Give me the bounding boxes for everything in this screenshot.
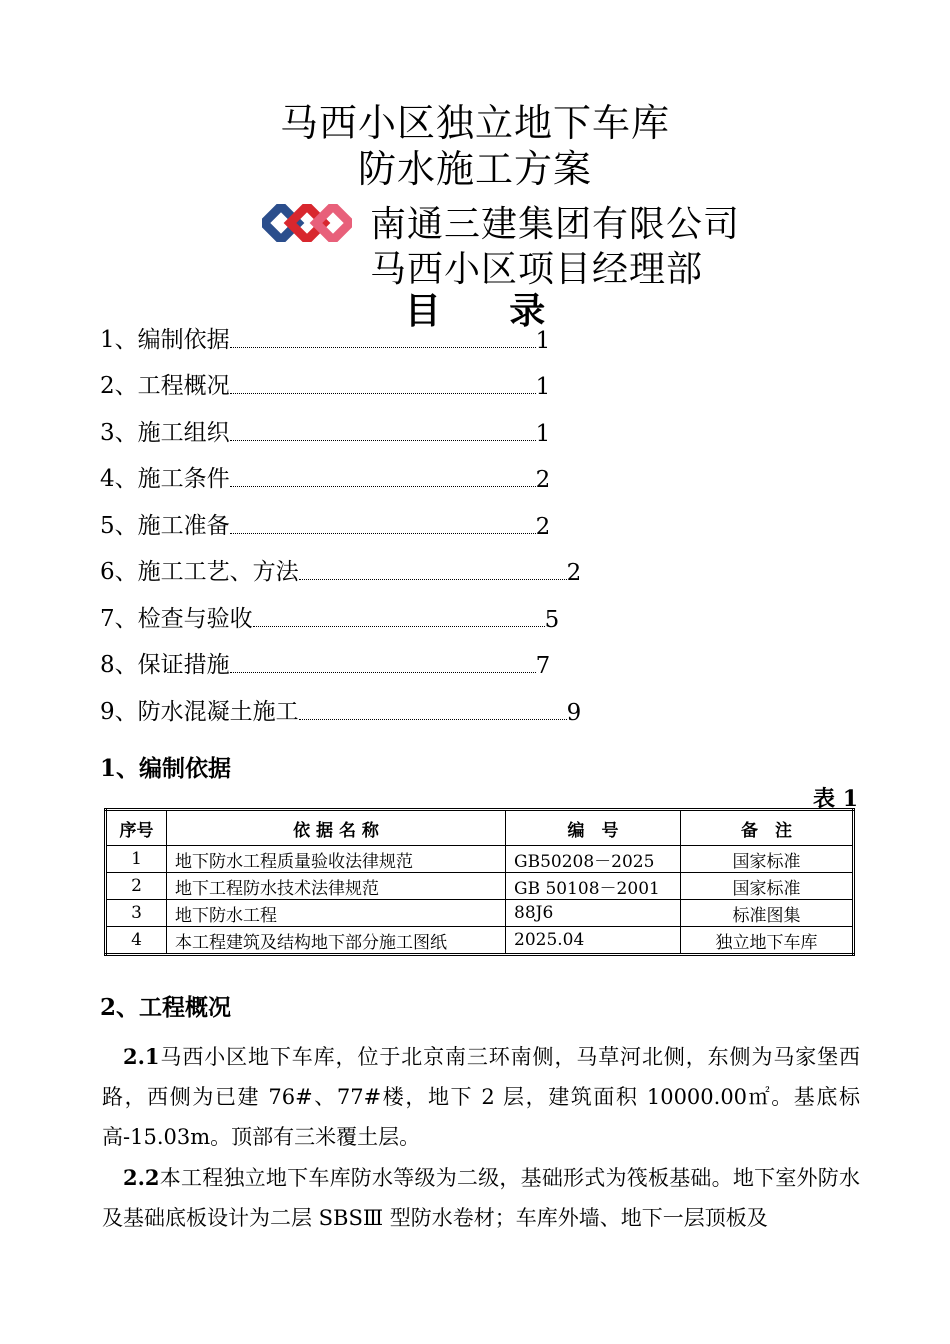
toc-item-page: 2 [535,514,551,540]
toc-item-page: 1 [535,374,551,400]
toc-item-label: 3、施工组织 [100,420,230,446]
toc-leader [230,532,536,534]
para-number: 2.2 [123,1165,160,1190]
toc-leader [299,578,567,580]
toc-item[interactable] [100,322,550,354]
toc-item[interactable] [100,601,559,633]
cell-note: 标准图集 [681,900,854,927]
toc-item-label: 9、防水混凝土施工 [100,699,299,725]
toc-item-page: 2 [566,560,582,586]
toc-item-page: 1 [535,421,551,447]
col-header: 编 号 [506,810,681,846]
toc-leader [230,485,536,487]
col-header: 序号 [106,810,167,846]
toc-leader [230,671,536,673]
cell-note: 国家标准 [681,846,854,873]
company-name: 南通三建集团有限公司 [370,204,741,245]
company-logo-icon [262,204,352,242]
paragraph-2-2 [102,1158,860,1238]
toc-leader [299,718,567,720]
toc-leader [230,392,536,394]
paragraph-2-1 [102,1037,860,1157]
col-header: 备 注 [681,810,854,846]
para-text: 本工程独立地下车库防水等级为二级，基础形式为筏板基础。地下室外防水及基础底板设计为二层 SBSⅢ 型防水卷材；车库外墙、地下一层顶板及 [102,1166,860,1230]
cell-index: 1 [106,846,167,873]
toc-item[interactable] [100,368,550,400]
toc-leader [230,439,536,441]
toc-item[interactable] [100,461,550,493]
table-label: 表 1 [813,786,858,812]
cell-code: GB50208－2025 [506,846,681,873]
cell-code: 88J6 [506,900,681,927]
toc-title: 目 录 [404,290,574,332]
table-row [106,927,854,955]
toc-item-label: 2、工程概况 [100,373,230,399]
cell-code: GB 50108－2001 [506,873,681,900]
toc-item-label: 4、施工条件 [100,466,230,492]
section2-heading: 2、工程概况 [100,994,232,1021]
col-header: 依 据 名 称 [167,810,506,846]
table-row [106,873,854,900]
cell-note: 国家标准 [681,873,854,900]
section1-heading: 1、编制依据 [100,755,232,782]
toc-item-label: 6、施工工艺、方法 [100,559,299,585]
project-dept: 马西小区项目经理部 [370,249,704,290]
toc-item-page: 2 [535,467,551,493]
cell-code: 2025.04 [506,927,681,955]
toc-item-page: 1 [535,328,551,354]
toc-item-label: 8、保证措施 [100,652,230,678]
basis-table [104,808,855,956]
toc-item-page: 5 [544,607,560,633]
doc-title-line1: 马西小区独立地下车库 [279,101,670,145]
cell-name: 本工程建筑及结构地下部分施工图纸 [167,927,506,955]
cell-index: 2 [106,873,167,900]
toc-item-page: 7 [535,653,551,679]
toc-item[interactable] [100,694,581,726]
toc-item-page: 9 [566,700,582,726]
cell-index: 4 [106,927,167,955]
para-text: 马西小区地下车库，位于北京南三环南侧，马草河北侧，东侧为马家堡西路，西侧为已建 76#、77#楼，地下 2 层，建筑面积 10000.00㎡。基底标高-15.03m。顶部有三米覆土层。 [102,1045,860,1149]
toc-item-label: 1、编制依据 [100,327,230,353]
cell-index: 3 [106,900,167,927]
table-row [106,846,854,873]
toc-item[interactable] [100,647,550,679]
cell-name: 地下防水工程质量验收法律规范 [167,846,506,873]
doc-title-line2: 防水施工方案 [357,147,592,191]
toc-item-label: 7、检查与验收 [100,606,253,632]
toc-item-label: 5、施工准备 [100,513,230,539]
toc-item[interactable] [100,508,550,540]
table-header-row [106,810,854,846]
toc-leader [253,625,545,627]
cell-name: 地下工程防水技术法律规范 [167,873,506,900]
toc-leader [230,346,536,348]
table-row [106,900,854,927]
cell-name: 地下防水工程 [167,900,506,927]
toc-item[interactable] [100,415,550,447]
toc-item[interactable] [100,554,581,586]
cell-note: 独立地下车库 [681,927,854,955]
para-number: 2.1 [123,1044,160,1069]
